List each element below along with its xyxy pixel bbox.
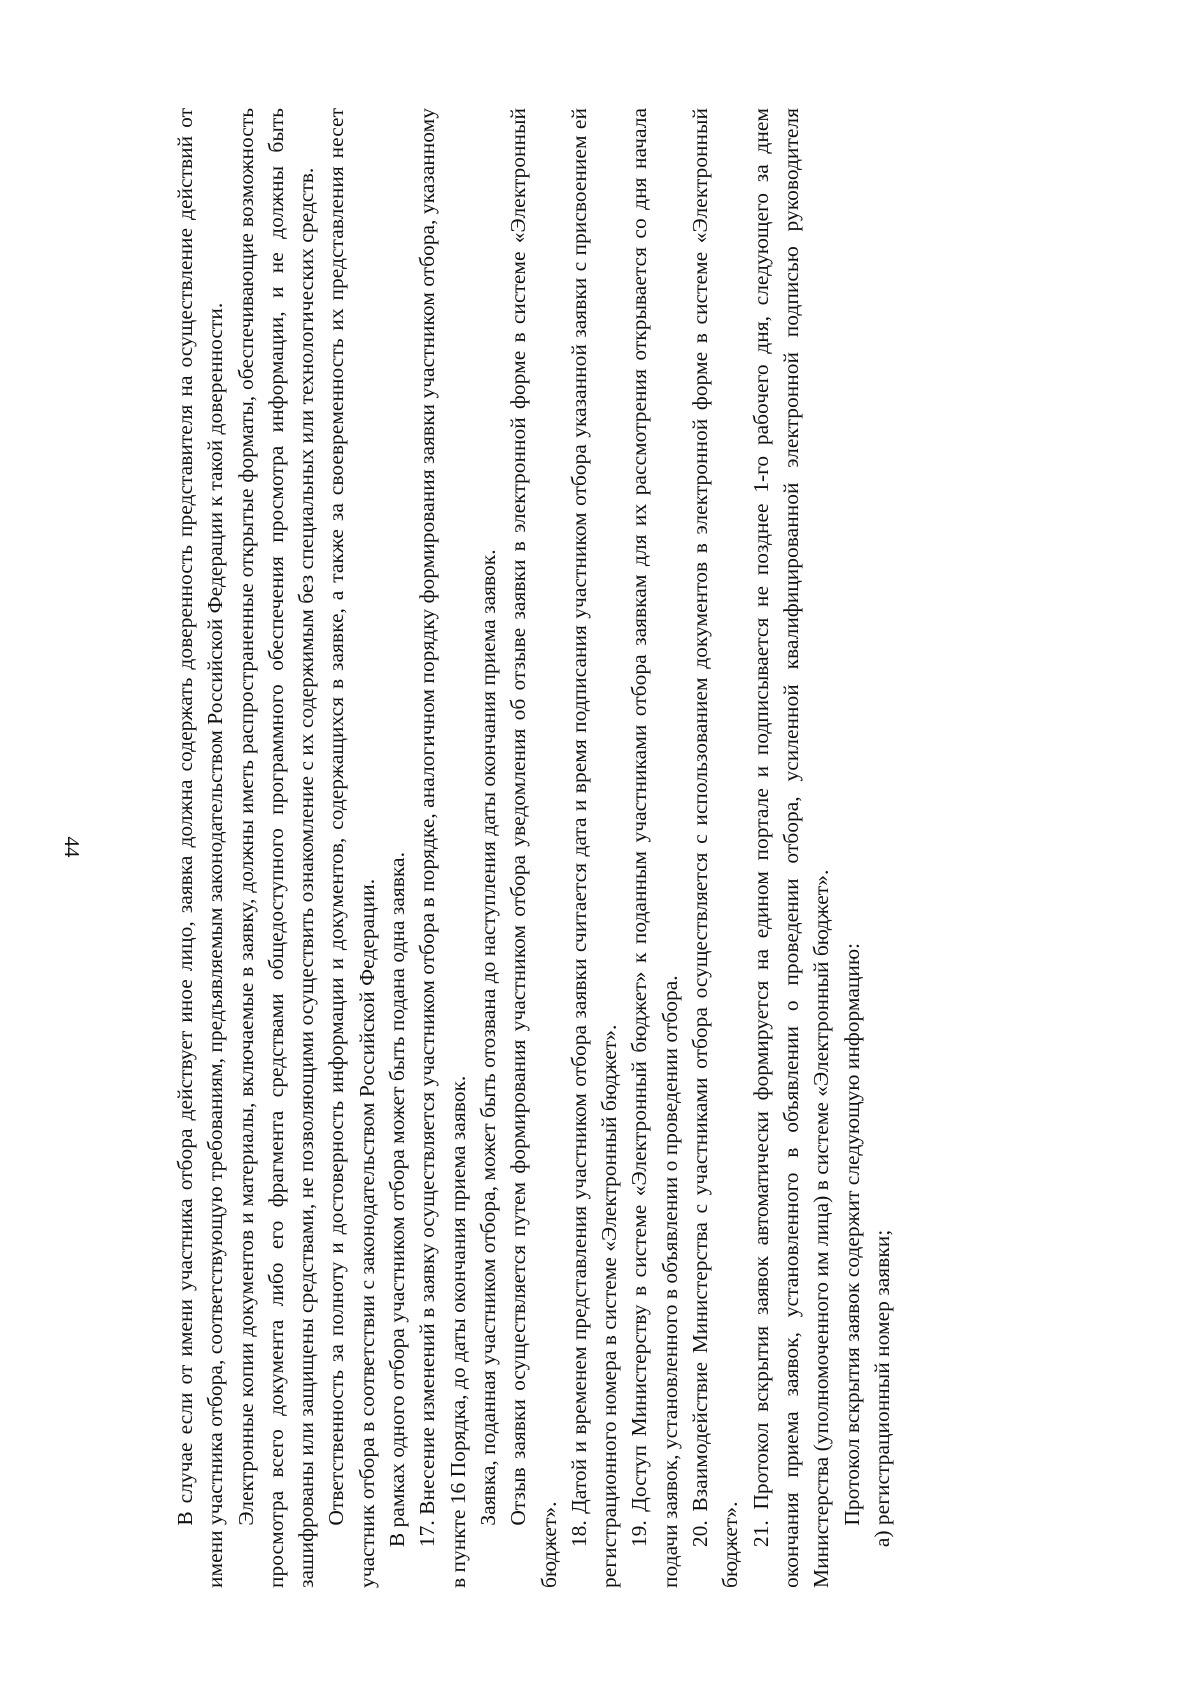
paragraph: Электронные копии документов и материалы, включаемые в заявку, должны иметь распространенные открытые форматы, обеспечивающие возможность просмотра всего документа либо его фрагмента средствами общедоступного программного обеспечения просмотра информации, и не должны быть зашифрованы или защищены средствами, не позволяющими осуществить ознакомление с их содержимым без специальных или технологических средств. <box>233 108 319 1588</box>
paragraph: Протокол вскрытия заявок содержит следующую информацию: <box>839 943 864 1526</box>
paragraph: 18. Датой и временем представления участником отбора заявки считается дата и время подписания участником отбора указанной заявки с присвоением ей регистрационного номера в системе «Электронный бюджет». <box>566 108 622 1588</box>
paragraph: 21. Протокол вскрытия заявок автоматически формируется на едином портале и подписывается не позднее 1-го рабочего дня, следующего за днем окончания приема заявок, установленного в объявлении о проведении отбора, усиленной квалифицированной электронной подписью руководителя Министерства (уполномоченного им лица) в системе «Электронный бюджет». <box>748 108 834 1588</box>
paragraph: 19. Доступ Министерству в системе «Электронный бюджет» к поданным участниками отбора заявкам для их рассмотрения открывается со дня начала подачи заявок, установленного в объявлении о проведении отбора. <box>627 108 682 1588</box>
paragraph: В случае если от имени участника отбора действует иное лицо, заявка должна содержать доверенность представителя на осуществление действий от имени участника отбора, соответствующую требованиям, предъявляемым законодательством Российской Федерации к такой доверенности. <box>173 108 228 1588</box>
paragraph: Ответственность за полноту и достоверность информации и документов, содержащихся в заявке, а также за своевременность их представления несет участник отбора в соответствии с законодательством Российской Федерации. <box>324 108 379 1588</box>
paragraph: Заявка, поданная участником отбора, может быть отозвана до наступления даты окончания приема заявок. <box>475 549 500 1526</box>
paragraph: 20. Взаимодействие Министерства с участниками отбора осуществляется с использованием документов в электронной форме в системе «Электронный бюджет». <box>688 108 743 1588</box>
document-body <box>170 108 980 1588</box>
paragraph: Отзыв заявки осуществляется путем формирования участником отбора уведомления об отзыве заявки в электронной форме в системе «Электронный бюджет». <box>506 108 561 1588</box>
paragraph: а) регистрационный номер заявки; <box>869 1229 894 1548</box>
paragraph: 17. Внесение изменений в заявку осуществляется участником отбора в порядке, аналогичном порядку формирования заявки участником отбора, указанному в пункте 16 Порядка, до даты окончания приема заявок. <box>415 108 470 1588</box>
page-number: 44 <box>60 836 84 858</box>
paragraph: В рамках одного отбора участником отбора может быть подана одна заявка. <box>385 852 410 1548</box>
